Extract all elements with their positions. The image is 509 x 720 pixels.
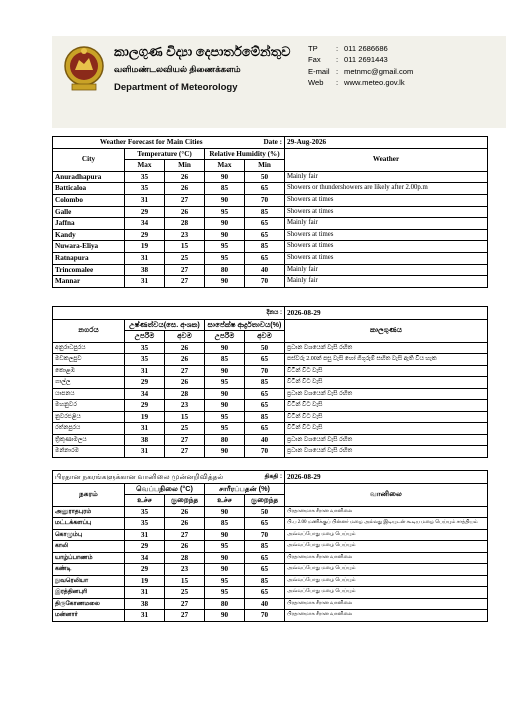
- temp-min-cell: 28: [165, 388, 205, 400]
- table-row: [53, 229, 488, 241]
- hum-max-cell: 90: [205, 194, 245, 206]
- temp-min-cell: 27: [165, 598, 205, 610]
- city-cell: ගාල්ල: [53, 377, 125, 389]
- city-cell: නුවරඑළිය: [53, 411, 125, 423]
- city-cell: Galle: [53, 206, 125, 218]
- table-row: [53, 610, 488, 622]
- temp-max-cell: 31: [125, 365, 165, 377]
- hum-max-cell: 85: [205, 183, 245, 195]
- hum-min-cell: 70: [245, 446, 285, 458]
- temp-max-header: Max: [125, 160, 165, 172]
- table-row: [53, 529, 488, 541]
- city-cell: யாழ்ப்பாணம்: [53, 552, 125, 564]
- hum-min-cell: 70: [245, 529, 285, 541]
- temp-max-cell: 29: [125, 564, 165, 576]
- temp-min-cell: 25: [165, 587, 205, 599]
- city-cell: අනුරාධපුරය: [53, 342, 125, 354]
- city-cell: Anuradhapura: [53, 171, 125, 183]
- table-row: [53, 241, 488, 253]
- hum-max-cell: 85: [205, 354, 245, 366]
- temp-max-cell: 35: [125, 183, 165, 195]
- hum-min-cell: 85: [245, 541, 285, 553]
- city-cell: රත්නපුරය: [53, 423, 125, 435]
- temp-max-cell: 35: [125, 518, 165, 530]
- city-cell: கொழும்பு: [53, 529, 125, 541]
- hum-min-cell: 65: [245, 354, 285, 366]
- temp-min-cell: 26: [165, 518, 205, 530]
- weather-cell: විටින් විට වැසි: [285, 400, 488, 412]
- temp-min-cell: 26: [165, 354, 205, 366]
- weather-cell: Showers or thundershowers are likely after 2.00p.m: [285, 183, 488, 195]
- weather-cell: அவ்வப்போது மழை பெய்யும்: [285, 529, 488, 541]
- hum-min-cell: 70: [245, 276, 285, 288]
- table-row: [53, 171, 488, 183]
- contact-email: E-mail : metnmc@gmail.com: [308, 66, 414, 76]
- forecast-date: 2026-08-29: [287, 472, 321, 481]
- table-row: [53, 388, 488, 400]
- weather-cell: Mainly fair: [285, 264, 488, 276]
- hum-min-cell: 85: [245, 411, 285, 423]
- temp-min-cell: 28: [165, 552, 205, 564]
- temperature-header: Temperature (°C): [125, 148, 205, 160]
- hum-max-cell: 90: [205, 342, 245, 354]
- temp-max-cell: 29: [125, 541, 165, 553]
- temp-min-cell: 26: [165, 183, 205, 195]
- temp-max-cell: 31: [125, 194, 165, 206]
- hum-min-header: குறைந்த: [245, 495, 285, 507]
- weather-cell: විටින් විට වැසි: [285, 423, 488, 435]
- weather-header: Weather: [285, 148, 488, 171]
- org-name-sinhala: කාලගුණ විද්‍යා දෙපාර්තමේන්තුව: [114, 44, 291, 59]
- city-header: නගරය: [53, 319, 125, 342]
- temp-max-cell: 31: [125, 423, 165, 435]
- city-cell: மன்னார்: [53, 610, 125, 622]
- weather-header: කාලගුණය: [285, 319, 488, 342]
- table-row: [53, 434, 488, 446]
- temp-min-cell: 27: [165, 365, 205, 377]
- weather-cell: Showers at times: [285, 241, 488, 253]
- temp-min-cell: 26: [165, 506, 205, 518]
- weather-cell: ප්‍රධාන වශයෙන් වැසි රහිත: [285, 434, 488, 446]
- hum-min-cell: 65: [245, 388, 285, 400]
- forecast-date: 29-Aug-2026: [287, 138, 327, 147]
- weather-cell: Showers at times: [285, 229, 488, 241]
- weather-cell: ප්‍රධාන වශයෙන් වැසි රහිත: [285, 388, 488, 400]
- city-cell: කොළඹ: [53, 365, 125, 377]
- city-cell: මන්නාරම: [53, 446, 125, 458]
- temp-min-cell: 27: [165, 610, 205, 622]
- city-cell: Kandy: [53, 229, 125, 241]
- hum-max-cell: 80: [205, 264, 245, 276]
- organization-name: [114, 44, 291, 93]
- table-row: [53, 252, 488, 264]
- hum-max-cell: 90: [205, 564, 245, 576]
- letterhead: [52, 36, 506, 128]
- hum-max-cell: 95: [205, 252, 245, 264]
- city-cell: Trincomalee: [53, 264, 125, 276]
- weather-cell: பிரதானமாக சீரான வானிலை: [285, 610, 488, 622]
- table-row: [53, 598, 488, 610]
- hum-min-cell: 70: [245, 365, 285, 377]
- table-row: [53, 575, 488, 587]
- temp-max-cell: 19: [125, 575, 165, 587]
- weather-cell: அவ்வப்போது மழை பெய்யும்: [285, 587, 488, 599]
- table-row: [53, 552, 488, 564]
- weather-cell: பி.ப 2.00 மணிக்குப் பின்னர் மழை அல்லது இடியுடன் கூடிய மழை பெய்யும் சாத்தியம்: [285, 518, 488, 530]
- temp-max-cell: 29: [125, 400, 165, 412]
- temp-min-cell: 26: [165, 342, 205, 354]
- city-cell: මහනුවර: [53, 400, 125, 412]
- table-title: Weather Forecast for Main Cities: [99, 138, 203, 147]
- temp-min-cell: 23: [165, 564, 205, 576]
- hum-min-cell: 70: [245, 194, 285, 206]
- city-header: City: [53, 148, 125, 171]
- table-row: [53, 342, 488, 354]
- city-cell: அனுராதபுரம்: [53, 506, 125, 518]
- temp-max-cell: 31: [125, 587, 165, 599]
- weather-cell: பிரதானமாக சீரான வானிலை: [285, 598, 488, 610]
- city-cell: திருகோணமலை: [53, 598, 125, 610]
- temp-max-cell: 31: [125, 276, 165, 288]
- hum-min-cell: 85: [245, 241, 285, 253]
- hum-min-cell: 40: [245, 264, 285, 276]
- table-row: [53, 423, 488, 435]
- weather-cell: பிரதானமாக சீரான வானிலை: [285, 552, 488, 564]
- hum-max-cell: 95: [205, 241, 245, 253]
- hum-max-cell: 90: [205, 229, 245, 241]
- temp-max-cell: 31: [125, 610, 165, 622]
- org-name-tamil: வளிமண்டலவியல் திணைக்களம்: [114, 64, 241, 74]
- table-row: [53, 206, 488, 218]
- table-row: [53, 183, 488, 195]
- hum-min-cell: 65: [245, 587, 285, 599]
- temp-max-cell: 19: [125, 241, 165, 253]
- weather-cell: Mainly fair: [285, 171, 488, 183]
- hum-max-cell: 90: [205, 529, 245, 541]
- temp-max-cell: 35: [125, 171, 165, 183]
- temp-max-cell: 34: [125, 218, 165, 230]
- table-row: [53, 377, 488, 389]
- weather-cell: அவ்வப்போது மழை பெய்யும்: [285, 564, 488, 576]
- hum-max-header: உச்ச: [205, 495, 245, 507]
- hum-max-cell: 90: [205, 388, 245, 400]
- city-cell: கண்டி: [53, 564, 125, 576]
- temp-max-cell: 35: [125, 354, 165, 366]
- hum-min-cell: 40: [245, 434, 285, 446]
- temp-min-cell: 23: [165, 400, 205, 412]
- hum-max-cell: 90: [205, 552, 245, 564]
- date-label: Date :: [263, 138, 282, 147]
- temp-max-cell: 31: [125, 529, 165, 541]
- city-cell: Colombo: [53, 194, 125, 206]
- temp-min-cell: 15: [165, 411, 205, 423]
- hum-max-header: Max: [205, 160, 245, 172]
- forecast-table-english: [52, 136, 488, 288]
- temp-max-cell: 29: [125, 206, 165, 218]
- table-row: [53, 587, 488, 599]
- city-cell: காலி: [53, 541, 125, 553]
- hum-max-cell: 90: [205, 218, 245, 230]
- city-cell: Batticaloa: [53, 183, 125, 195]
- city-cell: இரத்தினபுரி: [53, 587, 125, 599]
- hum-max-cell: 95: [205, 411, 245, 423]
- hum-min-cell: 65: [245, 423, 285, 435]
- weather-cell: Showers at times: [285, 252, 488, 264]
- hum-max-cell: 95: [205, 575, 245, 587]
- temperature-header: வெப்பநிலை (°C): [125, 483, 205, 495]
- temp-min-cell: 26: [165, 206, 205, 218]
- hum-min-cell: 65: [245, 183, 285, 195]
- table-row: [53, 446, 488, 458]
- city-cell: මඩකලපුව: [53, 354, 125, 366]
- contact-fax: Fax : 011 2691443: [308, 55, 388, 65]
- date-label: දිනය :: [266, 310, 283, 316]
- hum-max-cell: 85: [205, 518, 245, 530]
- hum-min-cell: 50: [245, 342, 285, 354]
- hum-min-cell: 40: [245, 598, 285, 610]
- hum-min-cell: 70: [245, 610, 285, 622]
- weather-cell: පස්වරු 2.00න් පසු වැසි හෝ ගිගුරුම් සහිත වැසි ඇති විය හැක: [285, 354, 488, 366]
- temp-max-cell: 35: [125, 506, 165, 518]
- temp-min-cell: 27: [165, 446, 205, 458]
- temp-min-cell: 27: [165, 194, 205, 206]
- hum-max-cell: 95: [205, 587, 245, 599]
- org-name-english: Department of Meteorology: [114, 82, 238, 93]
- temp-min-header: குறைந்த: [165, 495, 205, 507]
- temp-min-cell: 27: [165, 529, 205, 541]
- weather-cell: Showers at times: [285, 194, 488, 206]
- table-row: [53, 411, 488, 423]
- temp-max-cell: 35: [125, 342, 165, 354]
- hum-min-cell: 85: [245, 377, 285, 389]
- temp-max-cell: 38: [125, 264, 165, 276]
- temp-min-cell: 28: [165, 218, 205, 230]
- hum-min-cell: 85: [245, 206, 285, 218]
- temp-max-header: உச்ச: [125, 495, 165, 507]
- city-cell: ත්‍රිකුණාමලය: [53, 434, 125, 446]
- contact-tp: TP : 011 2686686: [308, 44, 388, 53]
- temp-max-cell: 34: [125, 552, 165, 564]
- government-emblem-icon: [62, 42, 106, 94]
- weather-cell: ප්‍රධාන වශයෙන් වැසි රහිත: [285, 446, 488, 458]
- hum-min-cell: 65: [245, 252, 285, 264]
- hum-max-cell: 90: [205, 276, 245, 288]
- city-header: நகரம்: [53, 483, 125, 506]
- hum-min-cell: 85: [245, 575, 285, 587]
- temp-min-cell: 27: [165, 434, 205, 446]
- temp-max-cell: 31: [125, 252, 165, 264]
- temp-max-cell: 29: [125, 229, 165, 241]
- city-cell: Nuwara-Eliya: [53, 241, 125, 253]
- temp-max-cell: 19: [125, 411, 165, 423]
- hum-max-cell: 90: [205, 506, 245, 518]
- table-row: [53, 541, 488, 553]
- temp-min-cell: 25: [165, 252, 205, 264]
- temp-max-cell: 38: [125, 598, 165, 610]
- weather-cell: Mainly fair: [285, 276, 488, 288]
- table-title: பிரதான நகரங்களுக்கான வானிலை முன்னறிவித்தல்: [55, 471, 224, 481]
- temperature-header: උෂ්ණත්වය(සෙ. අංශක): [125, 319, 205, 331]
- forecast-date: 2026-08-29: [287, 308, 321, 317]
- table-row: [53, 354, 488, 366]
- weather-cell: Mainly fair: [285, 218, 488, 230]
- hum-min-cell: 65: [245, 218, 285, 230]
- weather-cell: විටින් විට වැසි: [285, 411, 488, 423]
- table-row: [53, 564, 488, 576]
- table-row: [53, 194, 488, 206]
- hum-max-cell: 90: [205, 171, 245, 183]
- hum-min-cell: 65: [245, 400, 285, 412]
- temp-min-cell: 25: [165, 423, 205, 435]
- hum-max-cell: 95: [205, 377, 245, 389]
- temp-min-cell: 26: [165, 541, 205, 553]
- temp-max-header: උපරිම: [125, 331, 165, 343]
- city-cell: Ratnapura: [53, 252, 125, 264]
- temp-max-cell: 34: [125, 388, 165, 400]
- humidity-header: සාපේක්ෂ ආර්ද්‍රතාවය(%): [205, 319, 285, 331]
- temp-min-cell: 27: [165, 264, 205, 276]
- hum-min-cell: 65: [245, 229, 285, 241]
- hum-min-cell: 65: [245, 518, 285, 530]
- weather-cell: ප්‍රධාන වශයෙන් වැසි රහිත: [285, 342, 488, 354]
- temp-min-cell: 26: [165, 377, 205, 389]
- forecast-table-tamil: [52, 470, 488, 622]
- table-row: [53, 276, 488, 288]
- hum-max-cell: 90: [205, 365, 245, 377]
- weather-cell: විටින් විට වැසි: [285, 377, 488, 389]
- humidity-header: Relative Humidity (%): [205, 148, 285, 160]
- forecast-table-sinhala: [52, 306, 488, 458]
- city-cell: Jaffna: [53, 218, 125, 230]
- contact-web: Web : www.meteo.gov.lk: [308, 78, 405, 88]
- weather-cell: அவ்வப்போது மழை பெய்யும்: [285, 541, 488, 553]
- hum-max-cell: 80: [205, 434, 245, 446]
- hum-min-cell: 50: [245, 506, 285, 518]
- hum-max-cell: 90: [205, 610, 245, 622]
- hum-min-cell: 65: [245, 564, 285, 576]
- hum-max-cell: 95: [205, 423, 245, 435]
- temp-min-cell: 15: [165, 575, 205, 587]
- city-cell: நுவரெலியா: [53, 575, 125, 587]
- hum-max-header: උපරිම: [205, 331, 245, 343]
- hum-max-cell: 95: [205, 206, 245, 218]
- weather-cell: அவ்வப்போது மழை பெய்யும்: [285, 575, 488, 587]
- hum-max-cell: 90: [205, 446, 245, 458]
- date-label: திகதி :: [264, 474, 283, 480]
- temp-max-cell: 29: [125, 377, 165, 389]
- table-row: [53, 264, 488, 276]
- city-cell: යාපනය: [53, 388, 125, 400]
- humidity-header: சாரீரப்பதன் (%): [205, 483, 285, 495]
- city-cell: Mannar: [53, 276, 125, 288]
- temp-max-cell: 31: [125, 446, 165, 458]
- temp-min-header: Min: [165, 160, 205, 172]
- temp-min-cell: 15: [165, 241, 205, 253]
- weather-cell: Showers at times: [285, 206, 488, 218]
- hum-max-cell: 80: [205, 598, 245, 610]
- weather-cell: විටින් විට වැසි: [285, 365, 488, 377]
- weather-header: வானிலை: [285, 483, 488, 506]
- table-row: [53, 518, 488, 530]
- temp-min-cell: 26: [165, 171, 205, 183]
- temp-max-cell: 38: [125, 434, 165, 446]
- weather-cell: பிரதானமாக சீரான வானிலை: [285, 506, 488, 518]
- temp-min-cell: 23: [165, 229, 205, 241]
- table-row: [53, 400, 488, 412]
- hum-min-cell: 65: [245, 552, 285, 564]
- table-row: [53, 218, 488, 230]
- hum-min-cell: 50: [245, 171, 285, 183]
- table-row: [53, 506, 488, 518]
- temp-min-header: අවම: [165, 331, 205, 343]
- table-row: [53, 365, 488, 377]
- hum-min-header: Min: [245, 160, 285, 172]
- hum-min-header: අවම: [245, 331, 285, 343]
- contact-block: [308, 43, 413, 89]
- hum-max-cell: 95: [205, 541, 245, 553]
- city-cell: மட்டக்களப்பு: [53, 518, 125, 530]
- hum-max-cell: 90: [205, 400, 245, 412]
- temp-min-cell: 27: [165, 276, 205, 288]
